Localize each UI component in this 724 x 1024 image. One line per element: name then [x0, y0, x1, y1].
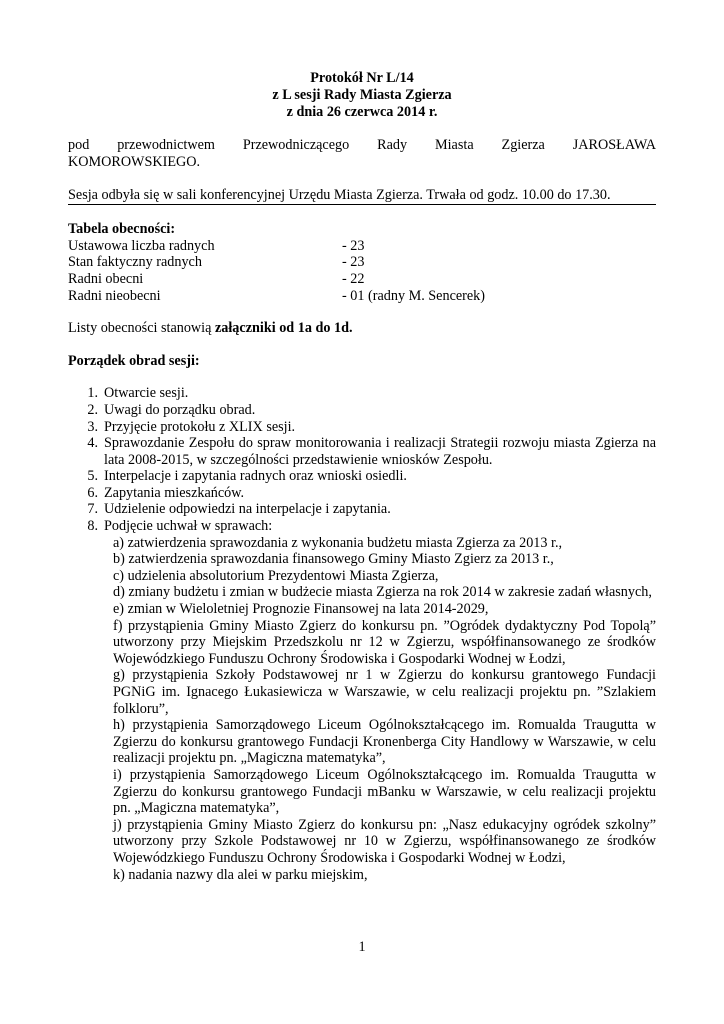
agenda-item [68, 385, 656, 402]
agenda-item-text: Udzielenie odpowiedzi na interpelacje i zapytania. [104, 501, 391, 518]
agenda-item-number: 5. [87, 468, 98, 485]
document-title [68, 70, 656, 120]
agenda-item-number: 7. [87, 501, 98, 518]
attendance-label: Stan faktyczny radnych [68, 254, 202, 271]
attendance-value: - 01 (radny M. Sencerek) [342, 287, 486, 304]
attachments-reference: załączniki od 1a do 1d. [214, 320, 353, 337]
attendance-label: Ustawowa liczba radnych [68, 237, 215, 254]
agenda-item-text: Otwarcie sesji. [104, 385, 189, 402]
agenda-item-number: 4. [87, 435, 98, 452]
attendance-table [68, 238, 656, 304]
resolution-subitem: b) zatwierdzenia sprawozdania finansowego Gminy Miasto Zgierz za 2013 r., [113, 551, 554, 568]
resolution-subitem: c) udzielenia absolutorium Prezydentowi Miasta Zgierza, [113, 567, 439, 584]
resolution-subitem: d) zmiany budżetu i zmian w budżecie miasta Zgierza na rok 2014 w zakresie zadań własnych, [113, 584, 652, 601]
resolution-subitem: k) nadania nazwy dla alei w parku miejskim, [113, 866, 368, 883]
resolution-subitem: g) przystąpienia Szkoły Podstawowej nr 1 w Zgierzu do konkursu grantowego Fundacji PGNiG im. Ignacego Łukasiewicza w Warszawie, w celu realizacji projektu pn. ”Szlakiem folkloru”, [113, 667, 656, 717]
agenda-item-text: Interpelacje i zapytania radnych oraz wnioski osiedli. [104, 468, 407, 485]
page-number: 1 [358, 939, 366, 955]
title-line-date: z dnia 26 czerwca 2014 r. [286, 103, 438, 120]
attendance-value: - 23 [342, 237, 365, 254]
attendance-label: Radni obecni [68, 270, 144, 287]
agenda-item-number: 2. [87, 401, 98, 418]
agenda-item [68, 468, 656, 485]
document-page [68, 70, 656, 883]
title-line-session: z L sesji Rady Miasta Zgierza [272, 86, 452, 103]
agenda-item-text: Zapytania mieszkańców. [104, 484, 245, 501]
resolution-subitem: f) przystąpienia Gminy Miasto Zgierz do konkursu pn. ”Ogródek dydaktyczny Pod Topolą” utworzony przy Miejskim Przedszkolu nr 12 w Zgierzu, współfinansowanego ze środków Wojewódzkiego Funduszu Ochrony Środowiska i Gospodarki Wodnej w Łodzi, [113, 617, 656, 667]
attendance-heading: Tabela obecności: [68, 221, 176, 238]
attendance-lists-note [68, 320, 656, 337]
agenda-item [68, 419, 656, 436]
attendance-lists-text: Listy obecności stanowią [68, 320, 215, 337]
agenda-item [68, 485, 656, 502]
attendance-row [68, 288, 656, 305]
agenda-item-number: 3. [87, 418, 98, 435]
agenda-item [68, 402, 656, 419]
attendance-row [68, 254, 656, 271]
resolution-subitem: a) zatwierdzenia sprawozdania z wykonania budżetu miasta Zgierza za 2013 r., [113, 534, 563, 551]
attendance-value: - 22 [342, 270, 365, 287]
agenda-item-number: 6. [87, 484, 98, 501]
agenda-item-number: 1. [87, 385, 98, 402]
attendance-value: - 23 [342, 254, 365, 271]
session-info: Sesja odbyła się w sali konferencyjnej Urzędu Miasta Zgierza. Trwała od godz. 10.00 do 17.30. [68, 187, 656, 206]
agenda-item-text: Uwagi do porządku obrad. [104, 401, 256, 418]
resolution-subitem: e) zmian w Wieloletniej Prognozie Finansowej na lata 2014-2029, [113, 601, 489, 618]
resolution-subitems [113, 535, 656, 883]
agenda-heading: Porządek obrad sesji: [68, 352, 200, 369]
agenda-list [68, 385, 656, 534]
agenda-item-text: Przyjęcie protokołu z XLIX sesji. [104, 418, 296, 435]
attendance-label: Radni nieobecni [68, 287, 161, 304]
chair-line-2: KOMOROWSKIEGO. [68, 153, 201, 170]
resolution-subitem: i) przystąpienia Samorządowego Liceum Ogólnokształcącego im. Romualda Traugutta w Zgierzu do konkursu grantowego Fundacji mBanku w Warszawie, w celu realizacji projektu pn. „Magiczna matematyka”, [113, 766, 656, 817]
agenda-item [68, 501, 656, 518]
agenda-item [68, 435, 656, 468]
attendance-row [68, 271, 656, 288]
agenda-item-text: Podjęcie uchwał w sprawach: [104, 518, 273, 535]
attendance-row [68, 238, 656, 255]
title-line-protocol-number: Protokół Nr L/14 [310, 70, 414, 86]
agenda-item-text: Sprawozdanie Zespołu do spraw monitorowania i realizacji Strategii rozwoju miasta Zgierza na lata 2008-2015, w szczególności przedstawienie wniosków Zespołu. [104, 435, 656, 468]
chair-line-1: pod przewodnictwem Przewodniczącego Rady Miasta Zgierza JAROSŁAWA [68, 137, 656, 154]
agenda-item-number: 8. [87, 518, 98, 535]
agenda-item [68, 518, 656, 535]
chair-paragraph [68, 137, 656, 170]
resolution-subitem: h) przystąpienia Samorządowego Liceum Ogólnokształcącego im. Romualda Traugutta w Zgierzu do konkursu grantowego Fundacji Kronenberga City Handlowy w Warszawie, w celu realizacji projektu pn. „Magiczna matematyka”, [113, 717, 656, 767]
resolution-subitem: j) przystąpienia Gminy Miasto Zgierz do konkursu pn: „Nasz edukacyjny ogródek szkolny” utworzony przy Szkole Podstawowej nr 10 w Zgierzu, współfinansowanego ze środków Wojewódzkiego Funduszu Ochrony Środowiska i Gospodarki Wodnej w Łodzi, [113, 816, 656, 866]
